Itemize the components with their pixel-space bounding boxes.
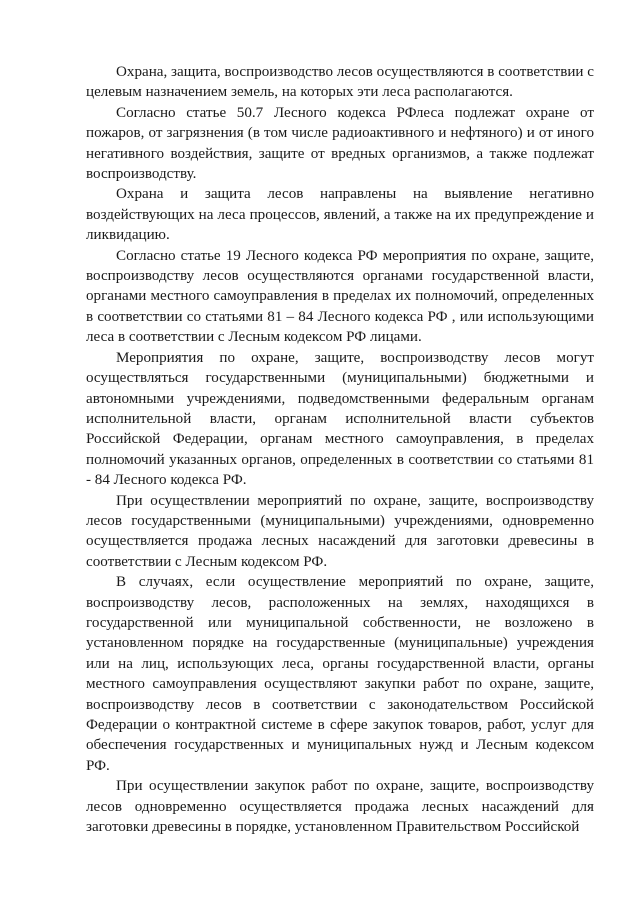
paragraph-2: Согласно статье 50.7 Лесного кодекса РФлеса подлежат охране от пожаров, от загрязнения (в том числе радиоактивного и нефтяного) и от иного негативного воздействия, защите от вредных организмов, а также подлежат воспроизводству.	[86, 104, 594, 183]
paragraph-7: В случаях, если осуществление мероприятий по охране, защите, воспроизводству лесов, расположенных на землях, находящихся в государственной или муниципальной собственности, не возложено в установленном порядке на государственные (муниципальные) учреждения или на лиц, использующих леса, органы государственной власти, органы местного самоуправления осуществляют закупки работ по охране, защите, воспроизводству лесов в соответствии с законодательством Российской Федерации о контрактной системе в сфере закупок товаров, работ, услуг для обеспечения государственных и муниципальных нужд и Лесным кодексом РФ.	[86, 574, 594, 774]
paragraph-6: При осуществлении мероприятий по охране, защите, воспроизводству лесов государственными (муниципальными) учреждениями, одновременно осуществляется продажа лесных насаждений для заготовки древесины в соответствии с Лесным кодексом РФ.	[86, 492, 594, 570]
paragraph-4: Согласно статье 19 Лесного кодекса РФ мероприятия по охране, защите, воспроизводству лесов осуществляются органами государственной власти, органами местного самоуправления в пределах их полномочий, определенных в соответствии со статьями 81 – 84 Лесного кодекса РФ , или использующими леса в соответствии с Лесным кодексом РФ лицами.	[86, 247, 594, 346]
paragraph-3: Охрана и защита лесов направлены на выявление негативно воздействующих на леса процессов, явлений, а также на их предупреждение и ликвидацию.	[86, 186, 594, 244]
paragraph-8: При осуществлении закупок работ по охране, защите, воспроизводству лесов одновременно осуществляется продажа лесных насаждений для заготовки древесины в порядке, установленном Правительством Российской	[86, 778, 594, 836]
document-page	[86, 62, 594, 837]
paragraph-5: Мероприятия по охране, защите, воспроизводству лесов могут осуществляться государственными (муниципальными) бюджетными и автономными учреждениями, подведомственными федеральным органам исполнительной власти, органам исполнительной власти субъектов Российской Федерации, органам местного самоуправления, в пределах полномочий указанных органов, определенных в соответствии со статьями 81 - 84 Лесного кодекса РФ.	[86, 349, 594, 489]
paragraph-1: Охрана, защита, воспроизводство лесов осуществляются в соответствии с целевым назначением земель, на которых эти леса располагаются.	[86, 64, 594, 101]
